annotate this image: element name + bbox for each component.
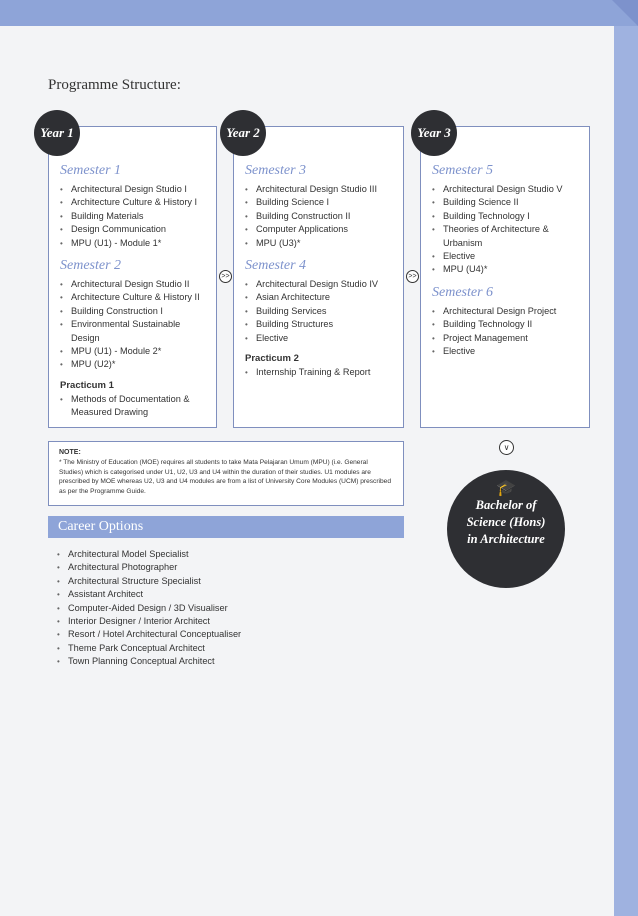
list-item: • Building Materials xyxy=(60,210,210,223)
semester-title: Semester 1 xyxy=(60,163,122,178)
semester-title: Semester 2 xyxy=(60,258,122,274)
side-stripe xyxy=(614,26,638,916)
semester-title: Semester 4 xyxy=(245,258,307,274)
list-item: • Building Technology I xyxy=(432,210,583,223)
list-item: • Architectural Photographer xyxy=(57,561,397,574)
list-item: • Building Science I xyxy=(245,196,397,209)
list-item: • Internship Training & Report xyxy=(245,366,397,379)
list-item: • Architectural Design Project xyxy=(432,305,583,318)
practicum-title: Practicum 1 xyxy=(60,379,114,391)
list-item: • Theme Park Conceptual Architect xyxy=(57,642,397,655)
list-item: • Computer-Aided Design / 3D Visualiser xyxy=(57,602,397,615)
list-item: • Elective xyxy=(245,332,397,345)
year-3-badge: Year 3 xyxy=(411,110,457,156)
list-item: • MPU (U3)* xyxy=(245,237,397,250)
list-item: • Building Services xyxy=(245,305,397,318)
practicum-1-list xyxy=(60,393,210,420)
list-item: • Resort / Hotel Architectural Conceptualiser xyxy=(57,628,397,641)
list-item: • Architectural Design Studio V xyxy=(432,183,583,196)
semester-title: Semester 5 xyxy=(432,163,494,178)
chevron-down-icon: ∨ xyxy=(499,440,514,455)
year-2-badge: Year 2 xyxy=(220,110,266,156)
list-item: • Theories of Architecture & Urbanism xyxy=(432,223,583,250)
list-item: • Building Science II xyxy=(432,196,583,209)
semester-title: Semester 6 xyxy=(432,284,494,300)
note-box xyxy=(48,441,404,506)
degree-line-1: Bachelor of xyxy=(475,498,537,512)
note-text: * The Ministry of Education (MOE) requires all students to take Mata Pelajaran Umum (MPU) (i.e. General Studies) which is categorised under U1, U2, U3 and U4 within the duration of their studies. U1 modules are prescribed by MOE whereas U2, U3 and U4 modules are from a list of University Core Modules (UCM) prescribed as per the Programme Guide. xyxy=(59,458,392,496)
list-item: • Architectural Design Studio II xyxy=(60,278,210,291)
career-options-list xyxy=(57,548,397,669)
year-2-column xyxy=(233,126,404,428)
semester-5-list xyxy=(432,183,583,277)
list-item: • Interior Designer / Interior Architect xyxy=(57,615,397,628)
top-bar xyxy=(0,0,638,26)
semester-title: Semester 3 xyxy=(245,163,307,178)
list-item: • Asian Architecture xyxy=(245,291,397,304)
practicum-title: Practicum 2 xyxy=(245,353,299,365)
year-1-badge: Year 1 xyxy=(34,110,80,156)
list-item: • Town Planning Conceptual Architect xyxy=(57,655,397,668)
list-item: • Environmental Sustainable Design xyxy=(60,318,210,345)
semester-2-list xyxy=(60,278,210,372)
list-item: • Architecture Culture & History I xyxy=(60,196,210,209)
list-item: • Assistant Architect xyxy=(57,588,397,601)
list-item: • Architectural Design Studio IV xyxy=(245,278,397,291)
list-item: • MPU (U2)* xyxy=(60,358,210,371)
list-item: • Architecture Culture & History II xyxy=(60,291,210,304)
list-item: • Architectural Design Studio III xyxy=(245,183,397,196)
practicum-2-list xyxy=(245,366,397,379)
list-item: • Building Structures xyxy=(245,318,397,331)
list-item: • MPU (U1) - Module 1* xyxy=(60,237,210,250)
list-item: • Architectural Model Specialist xyxy=(57,548,397,561)
degree-line-2: Science (Hons) xyxy=(466,515,546,529)
list-item: • Building Construction I xyxy=(60,305,210,318)
chevron-right-icon: >> xyxy=(406,270,419,283)
list-item: • Methods of Documentation & Measured Drawing xyxy=(60,393,210,420)
list-item: • MPU (U1) - Module 2* xyxy=(60,345,210,358)
list-item: • MPU (U4)* xyxy=(432,263,583,276)
semester-4-list xyxy=(245,278,397,345)
corner-fold xyxy=(612,0,638,26)
list-item: • Project Management xyxy=(432,332,583,345)
list-item: • Architectural Structure Specialist xyxy=(57,575,397,588)
degree-badge xyxy=(447,470,565,588)
degree-line-3: in Architecture xyxy=(467,532,545,546)
semester-3-list xyxy=(245,183,397,250)
year-1-column xyxy=(48,126,217,428)
graduation-cap-icon: 🎓 xyxy=(496,480,516,497)
chevron-right-icon: >> xyxy=(219,270,232,283)
list-item: • Design Communication xyxy=(60,223,210,236)
list-item: • Building Construction II xyxy=(245,210,397,223)
semester-1-list xyxy=(60,183,210,250)
list-item: • Building Technology II xyxy=(432,318,583,331)
list-item: • Computer Applications xyxy=(245,223,397,236)
list-item: • Elective xyxy=(432,250,583,263)
page-title: Programme Structure: xyxy=(48,77,181,93)
list-item: • Elective xyxy=(432,345,583,358)
note-title: NOTE: xyxy=(59,449,81,456)
year-3-column xyxy=(420,126,590,428)
list-item: • Architectural Design Studio I xyxy=(60,183,210,196)
career-options-header: Career Options xyxy=(48,516,404,538)
semester-6-list xyxy=(432,305,583,359)
